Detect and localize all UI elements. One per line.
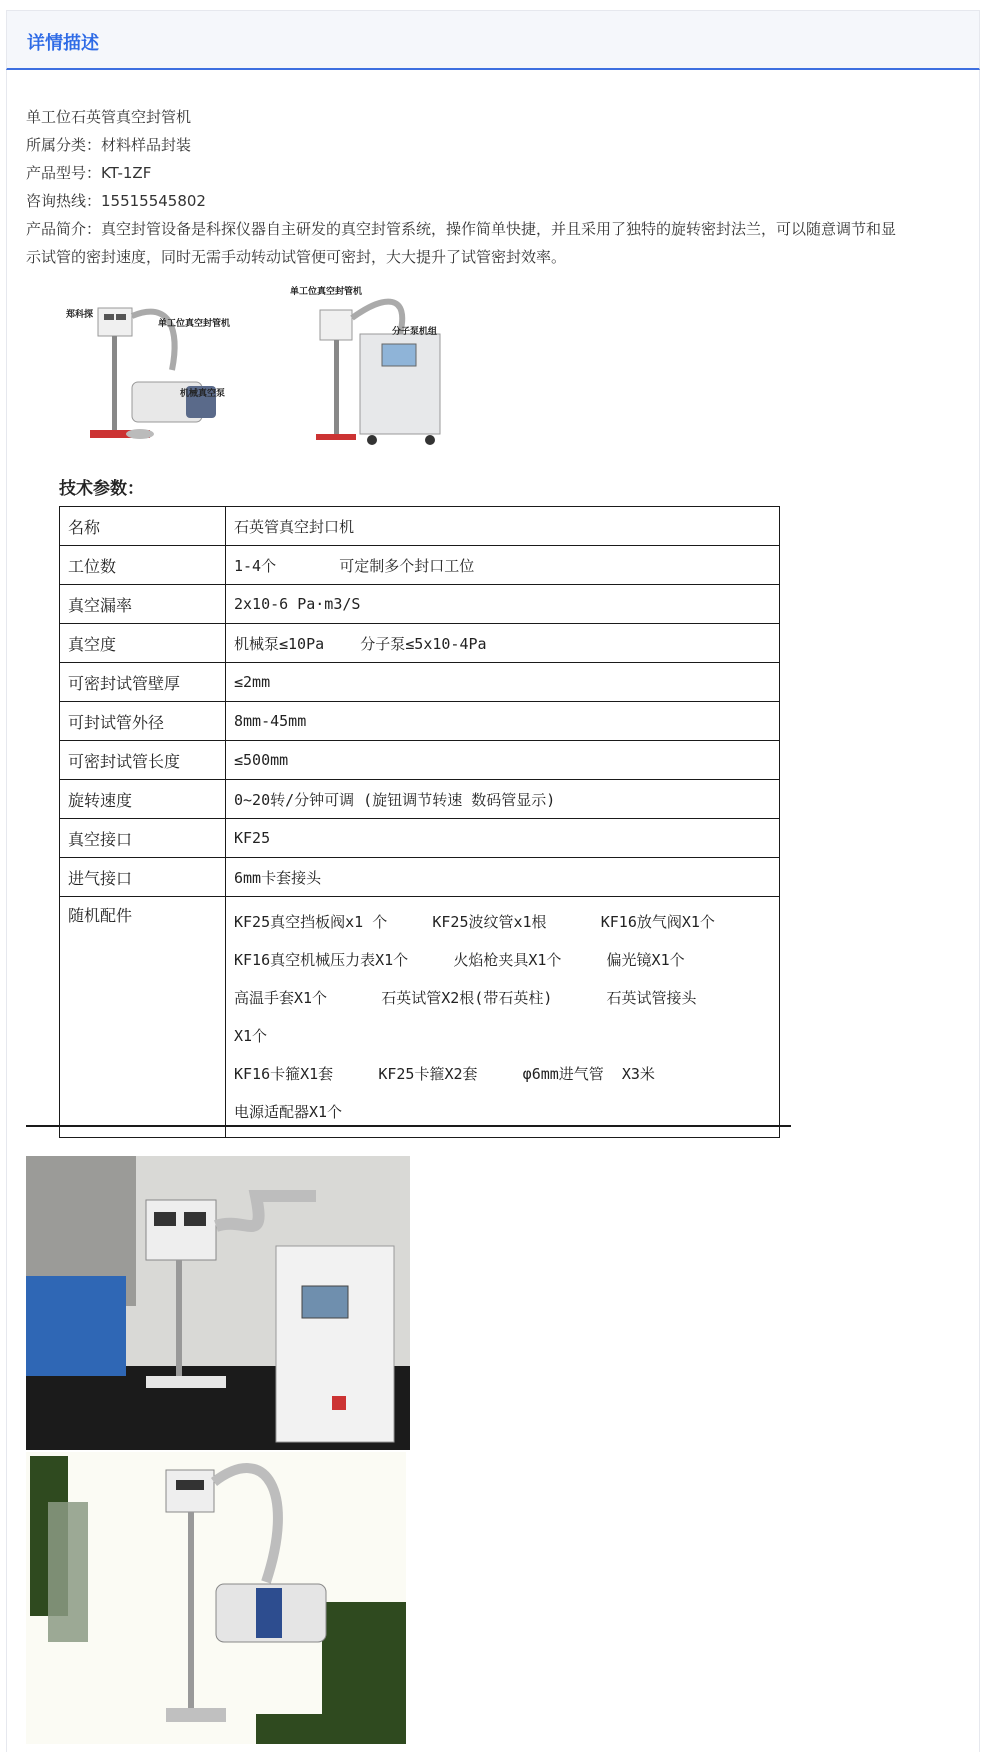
param-key: 可封试管外径 xyxy=(60,702,226,741)
param-key: 真空接口 xyxy=(60,819,226,858)
label-sealer-right: 单工位真空封管机 xyxy=(290,287,363,297)
product-intro: 产品简介：真空封管设备是科探仪器自主研发的真空封管系统，操作简单快捷，并且采用了独特的旋转密封法兰，可以随意调节和显示试管的密封速度，同时无需手动转动试管便可密封，大大提升了试管密封效率。 xyxy=(26,220,897,266)
params-table xyxy=(59,506,780,1138)
param-key: 名称 xyxy=(60,507,226,546)
label-brand: 郑科探 xyxy=(66,310,94,320)
accessory-line: KF25真空挡板阀x1 个 KF25波纹管x1根 KF16放气阀X1个 xyxy=(234,913,715,931)
param-value: KF25 xyxy=(226,819,780,858)
accessory-line: KF16卡箍X1套 KF25卡箍X2套 φ6mm进气管 X3米 xyxy=(234,1065,655,1083)
product-info xyxy=(26,103,896,271)
param-key: 可密封试管长度 xyxy=(60,741,226,780)
product-photo xyxy=(26,1452,406,1744)
param-value: 6mm卡套接头 xyxy=(226,858,780,897)
product-model: 产品型号：KT-1ZF xyxy=(26,164,152,182)
params-row xyxy=(60,585,780,624)
param-key: 进气接口 xyxy=(60,858,226,897)
param-value: 机械泵≤10Pa 分子泵≤5x10-4Pa xyxy=(226,624,780,663)
card-header xyxy=(6,10,980,70)
param-value: 石英管真空封口机 xyxy=(226,507,780,546)
divider xyxy=(26,1125,791,1127)
section-title: 详情描述 xyxy=(27,33,99,54)
params-row xyxy=(60,858,780,897)
param-key: 可密封试管壁厚 xyxy=(60,663,226,702)
param-key: 旋转速度 xyxy=(60,780,226,819)
label-molecular-pump: 分子泵机组 xyxy=(392,327,438,337)
param-key: 工位数 xyxy=(60,546,226,585)
param-value: 2x10-6 Pa·m3/S xyxy=(226,585,780,624)
accessory-line: X1个 xyxy=(234,1027,268,1045)
accessory-line: KF16真空机械压力表X1个 火焰枪夹具X1个 偏光镜X1个 xyxy=(234,951,685,969)
params-row xyxy=(60,741,780,780)
param-key: 随机配件 xyxy=(60,897,226,1138)
params-row xyxy=(60,780,780,819)
params-row xyxy=(60,507,780,546)
param-value: 8mm-45mm xyxy=(226,702,780,741)
params-title: 技术参数： xyxy=(59,479,144,499)
product-category: 所属分类：材料样品封装 xyxy=(26,136,192,154)
accessory-line: 电源适配器X1个 xyxy=(234,1103,343,1121)
param-key: 真空度 xyxy=(60,624,226,663)
lab-photo xyxy=(26,1156,410,1450)
product-image-molecular-pump xyxy=(290,284,460,454)
params-row xyxy=(60,624,780,663)
param-value: ≤500mm xyxy=(226,741,780,780)
accessory-line: 高温手套X1个 石英试管X2根(带石英柱) 石英试管接头 xyxy=(234,989,697,1007)
product-image-mechanical-pump xyxy=(60,290,260,450)
params-row xyxy=(60,546,780,585)
params-row xyxy=(60,702,780,741)
params-row-accessories xyxy=(60,897,780,1138)
param-value: 0~20转/分钟可调 (旋钮调节转速 数码管显示) xyxy=(226,780,780,819)
params-row xyxy=(60,663,780,702)
param-key: 真空漏率 xyxy=(60,585,226,624)
param-value: 1-4个 可定制多个封口工位 xyxy=(226,546,780,585)
label-sealer-left: 单工位真空封管机 xyxy=(158,319,231,329)
param-value: ≤2mm xyxy=(226,663,780,702)
label-mech-pump: 机械真空泵 xyxy=(180,389,226,399)
product-name: 单工位石英管真空封管机 xyxy=(26,108,192,126)
product-hotline: 咨询热线：15515545802 xyxy=(26,192,206,210)
accessories-list xyxy=(226,897,780,1138)
params-row xyxy=(60,819,780,858)
